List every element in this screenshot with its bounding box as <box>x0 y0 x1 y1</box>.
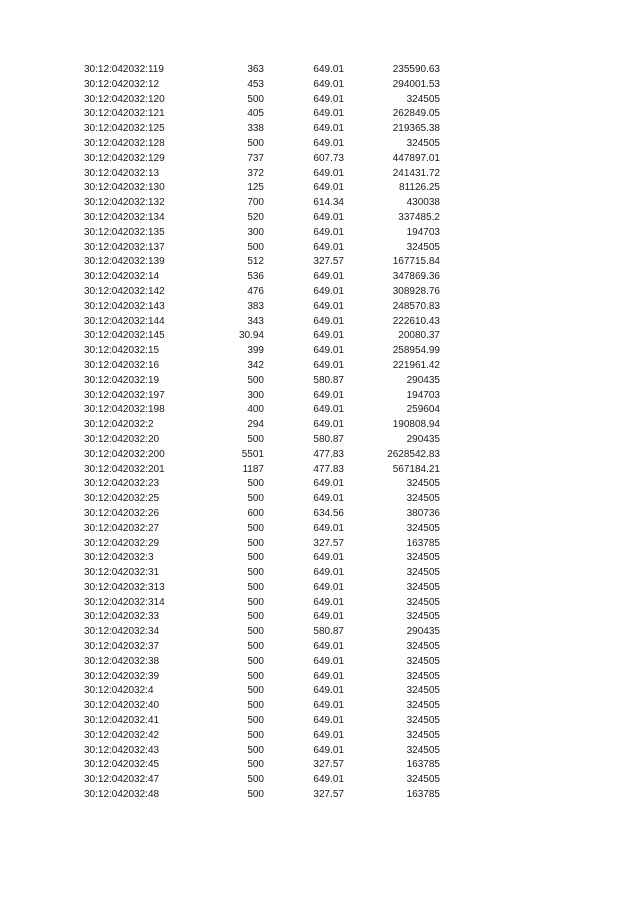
cell-price: 649.01 <box>313 359 344 371</box>
cell-total: 567184.21 <box>392 463 440 475</box>
cell-quantity: 520 <box>247 211 264 223</box>
table-row <box>84 315 440 330</box>
cell-price: 649.01 <box>313 552 344 564</box>
cell-quantity: 500 <box>247 478 264 490</box>
cell-price: 649.01 <box>313 78 344 90</box>
cell-total: 380736 <box>406 507 440 519</box>
table-row <box>84 566 440 581</box>
cell-total: 222610.43 <box>392 315 440 327</box>
cell-price: 607.73 <box>313 152 344 164</box>
cell-cadastral-id: 30:12:042032:14 <box>84 271 160 283</box>
table-row <box>84 344 440 359</box>
cell-quantity: 300 <box>247 226 264 238</box>
cell-quantity: 500 <box>247 137 264 149</box>
cell-total: 2628542.83 <box>387 448 440 460</box>
cell-quantity: 383 <box>247 300 264 312</box>
table-row <box>84 655 440 670</box>
cell-total: 324505 <box>406 137 440 149</box>
cell-total: 324505 <box>406 567 440 579</box>
cell-quantity: 500 <box>247 700 264 712</box>
cell-price: 649.01 <box>313 300 344 312</box>
cell-quantity: 476 <box>247 285 264 297</box>
cell-total: 324505 <box>406 478 440 490</box>
cell-quantity: 536 <box>247 271 264 283</box>
cell-price: 327.57 <box>313 537 344 549</box>
table-row <box>84 684 440 699</box>
table-row <box>84 581 440 596</box>
table-row <box>84 610 440 625</box>
table-row <box>84 699 440 714</box>
cell-cadastral-id: 30:12:042032:125 <box>84 123 165 135</box>
cell-quantity: 500 <box>247 744 264 756</box>
table-row <box>84 285 440 300</box>
cell-total: 324505 <box>406 670 440 682</box>
cell-quantity: 500 <box>247 626 264 638</box>
cell-cadastral-id: 30:12:042032:2 <box>84 419 154 431</box>
cell-cadastral-id: 30:12:042032:27 <box>84 522 160 534</box>
cell-quantity: 500 <box>247 374 264 386</box>
table-row <box>84 758 440 773</box>
cell-cadastral-id: 30:12:042032:4 <box>84 685 154 697</box>
cell-price: 477.83 <box>313 463 344 475</box>
cell-cadastral-id: 30:12:042032:144 <box>84 315 165 327</box>
cell-price: 580.87 <box>313 433 344 445</box>
cell-total: 259604 <box>406 404 440 416</box>
table-row <box>84 196 440 211</box>
cell-total: 337485.2 <box>398 211 440 223</box>
cell-price: 649.01 <box>313 211 344 223</box>
cell-price: 477.83 <box>313 448 344 460</box>
cell-total: 167715.84 <box>392 256 440 268</box>
cell-quantity: 399 <box>247 345 264 357</box>
cell-quantity: 500 <box>247 759 264 771</box>
cell-total: 290435 <box>406 374 440 386</box>
cell-price: 649.01 <box>313 774 344 786</box>
table-row <box>84 122 440 137</box>
cell-cadastral-id: 30:12:042032:39 <box>84 670 160 682</box>
cell-quantity: 500 <box>247 729 264 741</box>
cell-total: 294001.53 <box>392 78 440 90</box>
table-row <box>84 329 440 344</box>
cell-total: 324505 <box>406 685 440 697</box>
cell-cadastral-id: 30:12:042032:12 <box>84 78 160 90</box>
cell-quantity: 342 <box>247 359 264 371</box>
cell-price: 649.01 <box>313 108 344 120</box>
cell-cadastral-id: 30:12:042032:41 <box>84 715 160 727</box>
cell-cadastral-id: 30:12:042032:19 <box>84 374 160 386</box>
cell-cadastral-id: 30:12:042032:3 <box>84 552 154 564</box>
cell-price: 649.01 <box>313 685 344 697</box>
cell-quantity: 125 <box>247 182 264 194</box>
cell-cadastral-id: 30:12:042032:119 <box>84 64 164 75</box>
table-row <box>84 714 440 729</box>
cell-total: 324505 <box>406 493 440 505</box>
cell-quantity: 500 <box>247 685 264 697</box>
cell-quantity: 300 <box>247 389 264 401</box>
cell-price: 649.01 <box>313 167 344 179</box>
cell-price: 649.01 <box>313 670 344 682</box>
table-row <box>84 625 440 640</box>
cell-cadastral-id: 30:12:042032:137 <box>84 241 165 253</box>
cell-total: 163785 <box>406 759 440 771</box>
table-row <box>84 551 440 566</box>
cell-cadastral-id: 30:12:042032:26 <box>84 507 160 519</box>
cell-cadastral-id: 30:12:042032:16 <box>84 359 160 371</box>
cell-total: 324505 <box>406 774 440 786</box>
cell-total: 308928.76 <box>392 285 440 297</box>
table-row <box>84 78 440 93</box>
table-row <box>84 773 440 788</box>
cell-price: 649.01 <box>313 596 344 608</box>
cell-quantity: 500 <box>247 581 264 593</box>
cell-quantity: 500 <box>247 241 264 253</box>
cell-total: 324505 <box>406 700 440 712</box>
cell-quantity: 500 <box>247 596 264 608</box>
cell-price: 649.01 <box>313 330 344 342</box>
cell-total: 324505 <box>406 744 440 756</box>
cell-cadastral-id: 30:12:042032:45 <box>84 759 160 771</box>
cell-price: 614.34 <box>313 197 344 209</box>
cell-price: 649.01 <box>313 611 344 623</box>
cell-cadastral-id: 30:12:042032:201 <box>84 463 165 475</box>
cell-price: 649.01 <box>313 123 344 135</box>
cell-total: 194703 <box>406 389 440 401</box>
table-row <box>84 359 440 374</box>
cell-price: 649.01 <box>313 744 344 756</box>
table-row <box>84 744 440 759</box>
table-row <box>84 729 440 744</box>
cell-price: 649.01 <box>313 285 344 297</box>
table-row <box>84 300 440 315</box>
cell-quantity: 363 <box>247 64 264 75</box>
cell-cadastral-id: 30:12:042032:38 <box>84 655 160 667</box>
cell-quantity: 737 <box>247 152 264 164</box>
table-row <box>84 418 440 433</box>
cell-cadastral-id: 30:12:042032:43 <box>84 744 160 756</box>
cell-price: 649.01 <box>313 137 344 149</box>
cell-price: 649.01 <box>313 641 344 653</box>
cell-total: 324505 <box>406 581 440 593</box>
spreadsheet-page <box>0 63 640 803</box>
cell-quantity: 500 <box>247 670 264 682</box>
cell-cadastral-id: 30:12:042032:139 <box>84 256 165 268</box>
cell-total: 324505 <box>406 241 440 253</box>
cell-cadastral-id: 30:12:042032:313 <box>84 581 165 593</box>
cell-cadastral-id: 30:12:042032:25 <box>84 493 160 505</box>
table-row <box>84 492 440 507</box>
cell-quantity: 500 <box>247 493 264 505</box>
cell-price: 649.01 <box>313 700 344 712</box>
cell-cadastral-id: 30:12:042032:121 <box>84 108 165 120</box>
cell-total: 190808.94 <box>392 419 440 431</box>
cell-total: 324505 <box>406 715 440 727</box>
cell-quantity: 500 <box>247 774 264 786</box>
cell-price: 634.56 <box>313 507 344 519</box>
cell-price: 649.01 <box>313 182 344 194</box>
data-table <box>84 63 440 803</box>
cell-price: 580.87 <box>313 626 344 638</box>
cell-cadastral-id: 30:12:042032:132 <box>84 197 165 209</box>
table-row <box>84 137 440 152</box>
cell-cadastral-id: 30:12:042032:42 <box>84 729 160 741</box>
cell-cadastral-id: 30:12:042032:130 <box>84 182 165 194</box>
table-row <box>84 507 440 522</box>
cell-price: 649.01 <box>313 567 344 579</box>
cell-quantity: 338 <box>247 123 264 135</box>
cell-quantity: 500 <box>247 93 264 105</box>
table-row <box>84 463 440 478</box>
cell-cadastral-id: 30:12:042032:143 <box>84 300 165 312</box>
cell-price: 649.01 <box>313 493 344 505</box>
table-row <box>84 477 440 492</box>
cell-total: 81126.25 <box>399 182 440 194</box>
cell-quantity: 453 <box>247 78 264 90</box>
cell-cadastral-id: 30:12:042032:135 <box>84 226 165 238</box>
cell-quantity: 500 <box>247 537 264 549</box>
cell-total: 430038 <box>406 197 440 209</box>
cell-total: 324505 <box>406 611 440 623</box>
cell-quantity: 500 <box>247 715 264 727</box>
table-row <box>84 107 440 122</box>
table-body <box>84 63 440 803</box>
cell-cadastral-id: 30:12:042032:48 <box>84 789 160 801</box>
cell-price: 649.01 <box>313 64 344 75</box>
cell-cadastral-id: 30:12:042032:31 <box>84 567 160 579</box>
cell-price: 327.57 <box>313 256 344 268</box>
table-row <box>84 152 440 167</box>
cell-price: 649.01 <box>313 93 344 105</box>
cell-cadastral-id: 30:12:042032:15 <box>84 345 160 357</box>
cell-quantity: 700 <box>247 197 264 209</box>
cell-cadastral-id: 30:12:042032:129 <box>84 152 165 164</box>
cell-total: 324505 <box>406 729 440 741</box>
cell-total: 447897.01 <box>392 152 440 164</box>
cell-cadastral-id: 30:12:042032:33 <box>84 611 160 623</box>
cell-cadastral-id: 30:12:042032:314 <box>84 596 165 608</box>
table-row <box>84 374 440 389</box>
cell-cadastral-id: 30:12:042032:142 <box>84 285 165 297</box>
table-row <box>84 93 440 108</box>
cell-quantity: 294 <box>247 419 264 431</box>
cell-total: 324505 <box>406 552 440 564</box>
table-row <box>84 389 440 404</box>
table-row <box>84 167 440 182</box>
cell-price: 649.01 <box>313 404 344 416</box>
cell-cadastral-id: 30:12:042032:200 <box>84 448 165 460</box>
cell-quantity: 500 <box>247 789 264 801</box>
cell-cadastral-id: 30:12:042032:20 <box>84 433 160 445</box>
cell-quantity: 405 <box>247 108 264 120</box>
table-row <box>84 403 440 418</box>
cell-total: 324505 <box>406 522 440 534</box>
cell-price: 649.01 <box>313 389 344 401</box>
cell-quantity: 372 <box>247 167 264 179</box>
table-row <box>84 448 440 463</box>
table-row <box>84 270 440 285</box>
cell-price: 649.01 <box>313 271 344 283</box>
cell-total: 290435 <box>406 626 440 638</box>
cell-quantity: 400 <box>247 404 264 416</box>
table-row <box>84 788 440 803</box>
cell-cadastral-id: 30:12:042032:120 <box>84 93 165 105</box>
table-row <box>84 537 440 552</box>
cell-price: 327.57 <box>313 789 344 801</box>
cell-quantity: 30.94 <box>238 330 264 342</box>
cell-quantity: 500 <box>247 655 264 667</box>
cell-quantity: 343 <box>247 315 264 327</box>
table-row <box>84 181 440 196</box>
cell-quantity: 500 <box>247 552 264 564</box>
cell-cadastral-id: 30:12:042032:134 <box>84 211 165 223</box>
cell-price: 649.01 <box>313 715 344 727</box>
table-row <box>84 596 440 611</box>
cell-quantity: 500 <box>247 433 264 445</box>
table-row <box>84 522 440 537</box>
cell-price: 580.87 <box>313 374 344 386</box>
cell-total: 241431.72 <box>392 167 440 179</box>
cell-cadastral-id: 30:12:042032:23 <box>84 478 160 490</box>
table-row <box>84 63 440 78</box>
cell-price: 649.01 <box>313 478 344 490</box>
table-row <box>84 640 440 655</box>
cell-total: 163785 <box>406 789 440 801</box>
cell-quantity: 500 <box>247 522 264 534</box>
cell-total: 262849.05 <box>392 108 440 120</box>
cell-price: 649.01 <box>313 226 344 238</box>
cell-total: 324505 <box>406 93 440 105</box>
cell-total: 194703 <box>406 226 440 238</box>
table-row <box>84 670 440 685</box>
cell-cadastral-id: 30:12:042032:37 <box>84 641 160 653</box>
cell-quantity: 1187 <box>242 463 264 475</box>
cell-price: 649.01 <box>313 655 344 667</box>
cell-total: 163785 <box>406 537 440 549</box>
cell-total: 219365.38 <box>392 123 440 135</box>
cell-total: 290435 <box>406 433 440 445</box>
cell-price: 649.01 <box>313 315 344 327</box>
cell-total: 324505 <box>406 641 440 653</box>
cell-quantity: 500 <box>247 567 264 579</box>
cell-price: 649.01 <box>313 729 344 741</box>
cell-cadastral-id: 30:12:042032:145 <box>84 330 165 342</box>
cell-total: 221961.42 <box>392 359 440 371</box>
cell-total: 20080.37 <box>398 330 440 342</box>
cell-total: 258954.99 <box>392 345 440 357</box>
cell-cadastral-id: 30:12:042032:128 <box>84 137 165 149</box>
cell-price: 327.57 <box>313 759 344 771</box>
cell-price: 649.01 <box>313 522 344 534</box>
cell-total: 324505 <box>406 596 440 608</box>
cell-quantity: 500 <box>247 641 264 653</box>
cell-price: 649.01 <box>313 345 344 357</box>
cell-total: 235590.63 <box>392 64 440 75</box>
cell-cadastral-id: 30:12:042032:47 <box>84 774 160 786</box>
table-row <box>84 211 440 226</box>
table-row <box>84 241 440 256</box>
cell-cadastral-id: 30:12:042032:198 <box>84 404 165 416</box>
cell-cadastral-id: 30:12:042032:197 <box>84 389 165 401</box>
table-row <box>84 255 440 270</box>
cell-quantity: 512 <box>247 256 264 268</box>
table-row <box>84 433 440 448</box>
cell-cadastral-id: 30:12:042032:40 <box>84 700 160 712</box>
cell-quantity: 500 <box>247 611 264 623</box>
cell-total: 324505 <box>406 655 440 667</box>
cell-price: 649.01 <box>313 419 344 431</box>
cell-quantity: 5501 <box>241 448 264 460</box>
cell-total: 248570.83 <box>392 300 440 312</box>
cell-total: 347869.36 <box>392 271 440 283</box>
table-row <box>84 226 440 241</box>
cell-cadastral-id: 30:12:042032:13 <box>84 167 160 179</box>
cell-cadastral-id: 30:12:042032:29 <box>84 537 160 549</box>
cell-price: 649.01 <box>313 241 344 253</box>
cell-cadastral-id: 30:12:042032:34 <box>84 626 160 638</box>
cell-quantity: 600 <box>247 507 264 519</box>
cell-price: 649.01 <box>313 581 344 593</box>
